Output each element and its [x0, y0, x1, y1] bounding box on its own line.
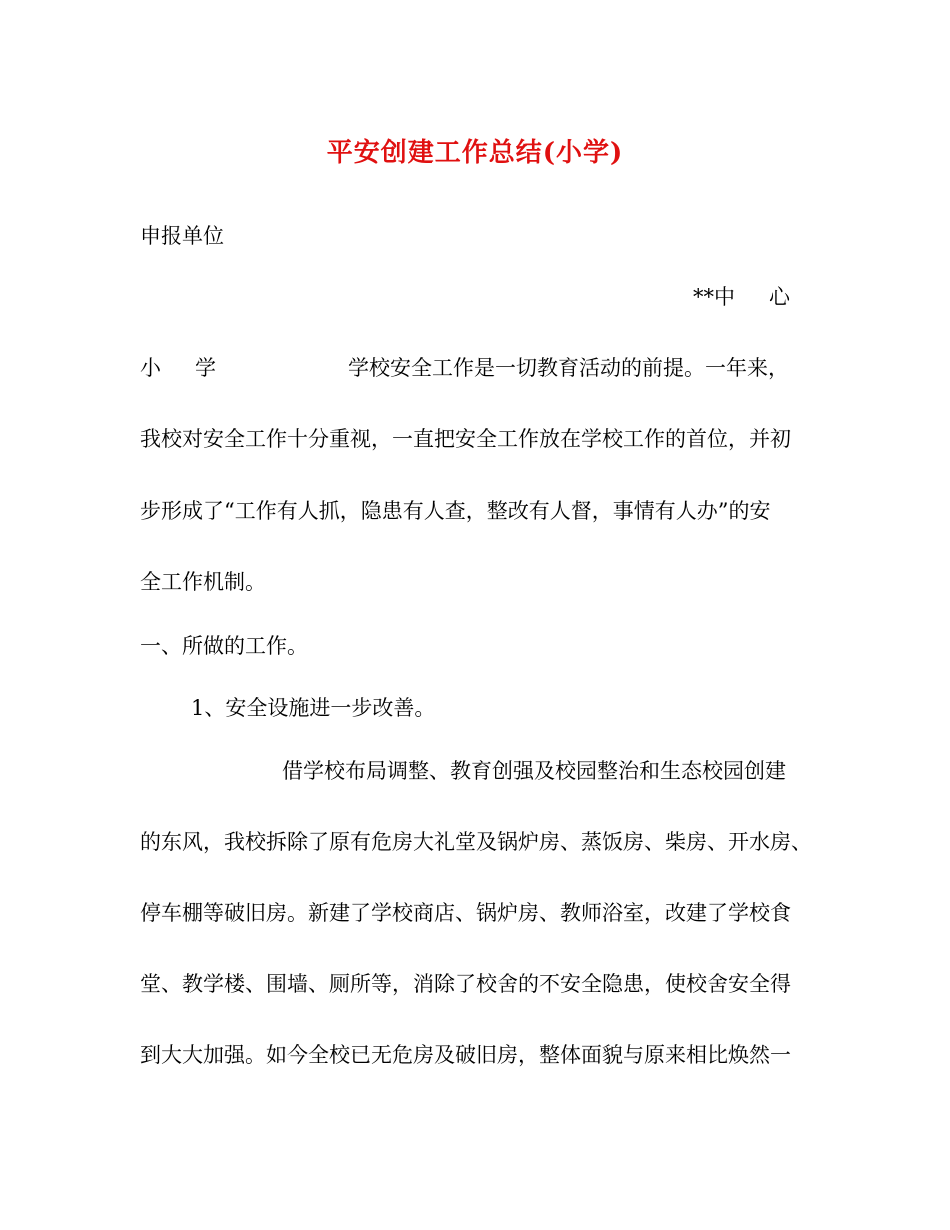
unit-name-part: 心 — [769, 285, 790, 309]
unit-name-part: 学 — [195, 356, 216, 380]
paragraph-line — [140, 354, 789, 382]
paragraph-line: 停车棚等破旧房。新建了学校商店、锅炉房、教师浴室，改建了学校食 — [140, 901, 791, 925]
unit-name-part: **中 — [693, 285, 735, 309]
paragraph-line: 到大大加强。如今全校已无危房及破旧房，整体面貌与原来相比焕然一 — [140, 1043, 791, 1067]
item-heading: 1、安全设施进一步改善。 — [191, 696, 436, 720]
paragraph-line: 堂、教学楼、围墙、厕所等，消除了校舍的不安全隐患，使校舍安全得 — [140, 972, 791, 996]
unit-label: 申报单位 — [140, 224, 224, 248]
paragraph-line: 我校对安全工作十分重视，一直把安全工作放在学校工作的首位，并初 — [140, 427, 791, 451]
section-heading: 一、所做的工作。 — [140, 634, 308, 658]
paragraph-line: 步形成了“工作有人抓，隐患有人查，整改有人督，事情有人办”的安 — [140, 499, 771, 523]
paragraph-line: 的东风，我校拆除了原有危房大礼堂及锅炉房、蒸饭房、柴房、开水房、 — [140, 830, 812, 854]
paragraph-line: 借学校布局调整、教育创强及校园整治和生态校园创建 — [282, 759, 786, 783]
unit-name-part: 小 — [140, 356, 161, 380]
unit-name-line — [693, 283, 790, 311]
paragraph-line: 全工作机制。 — [140, 570, 266, 594]
paragraph-text: 学校安全工作是一切教育活动的前提。一年来， — [348, 356, 789, 380]
document-title: 平安创建工作总结(小学) — [326, 138, 624, 168]
